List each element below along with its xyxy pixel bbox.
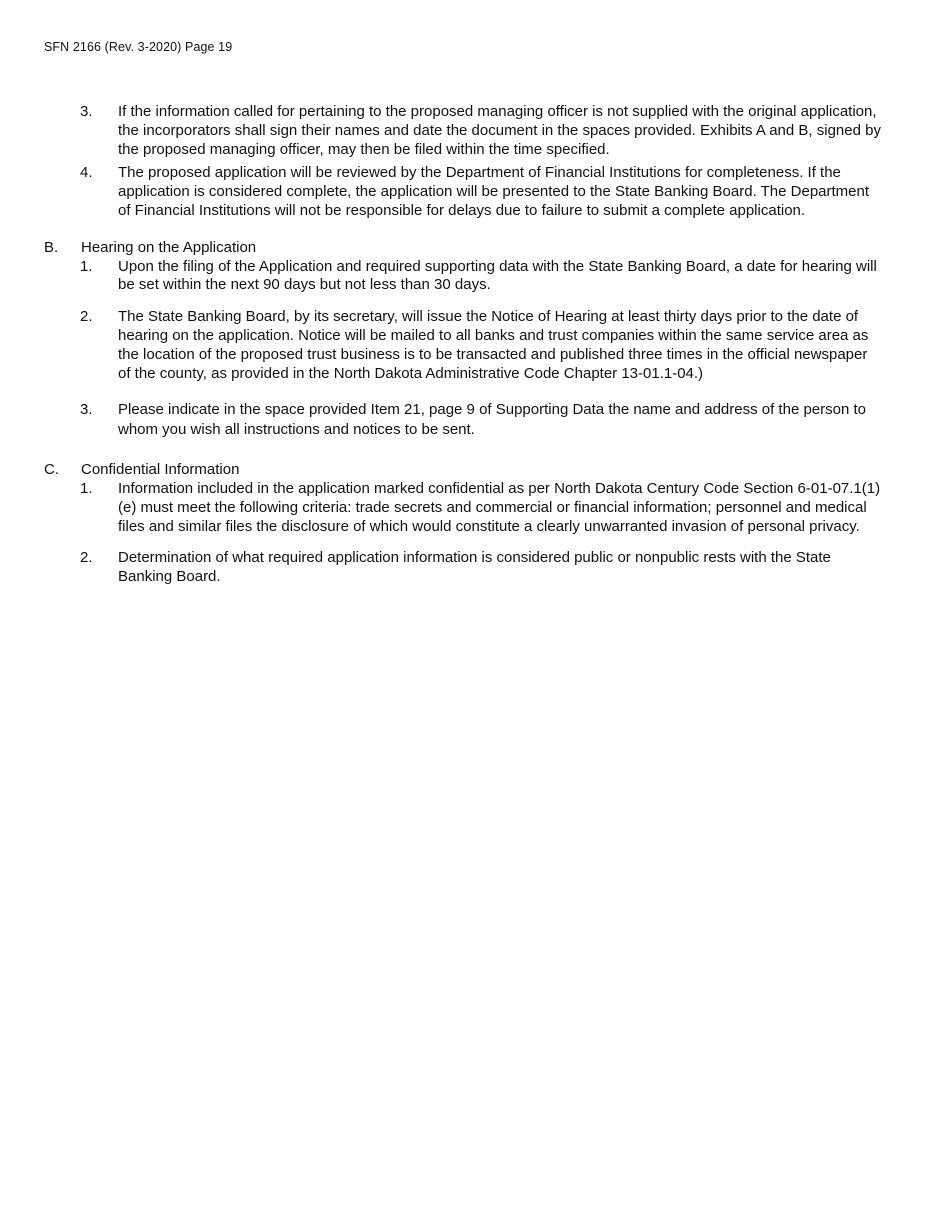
list-item	[44, 258, 884, 296]
list-item	[44, 548, 884, 587]
section-title: Confidential Information	[81, 461, 240, 479]
item-text: Information included in the application marked confidential as per North Dakota Century Code Section 6-01-07.1(1)(e) must meet the following criteria: trade secrets and commercial or financial information; personnel and medical files and similar files the disclosure of which would constitute a clearly unwarranted invasion of personal privacy.	[118, 480, 881, 535]
section-heading-c	[44, 461, 884, 480]
item-number: 1.	[80, 257, 93, 275]
list-item	[44, 480, 884, 536]
item-text: The proposed application will be reviewed by the Department of Financial Institutions for completeness. If the application is considered complete, the application will be presented to the State Banking Board. The Department of Financial Institutions will not be responsible for delays due to failure to submit a complete application.	[118, 164, 870, 219]
item-text: Please indicate in the space provided Item 21, page 9 of Supporting Data the name and address of the person to whom you wish all instructions and notices to be sent.	[118, 401, 866, 438]
item-number: 3.	[80, 401, 93, 419]
section-heading-b	[44, 239, 884, 258]
document-body	[44, 103, 884, 587]
page-header: SFN 2166 (Rev. 3-2020) Page 19	[44, 40, 233, 54]
item-number: 1.	[80, 480, 93, 498]
item-number: 4.	[80, 164, 93, 182]
list-item	[44, 308, 884, 383]
item-text: The State Banking Board, by its secretary, will issue the Notice of Hearing at least thirty days prior to the date of hearing on the application. Notice will be mailed to all banks and trust companies within the same service area as the location of the proposed trust business is to be transacted and published three times in the official newspaper of the county, as provided in the North Dakota Administrative Code Chapter 13-01.1-04.)	[118, 308, 869, 382]
list-item	[44, 164, 884, 220]
list-item	[44, 400, 884, 439]
item-number: 2.	[80, 308, 93, 326]
section-title: Hearing on the Application	[81, 238, 257, 256]
list-item	[44, 103, 884, 159]
item-text: Determination of what required application information is considered public or nonpublic rests with the State Banking Board.	[118, 548, 831, 586]
item-text: Upon the filing of the Application and required supporting data with the State Banking Board, a date for hearing will be set within the next 90 days but not less than 30 days.	[118, 257, 877, 294]
section-letter: B.	[44, 238, 59, 256]
section-letter: C.	[44, 461, 59, 479]
item-number: 2.	[80, 548, 93, 566]
item-number: 3.	[80, 103, 93, 120]
item-text: If the information called for pertaining to the proposed managing officer is not supplied with the original application, the incorporators shall sign their names and date the document in the spaces provided. Exhibits A and B, signed by the proposed managing officer, may then be filed within the time specified.	[118, 103, 881, 158]
